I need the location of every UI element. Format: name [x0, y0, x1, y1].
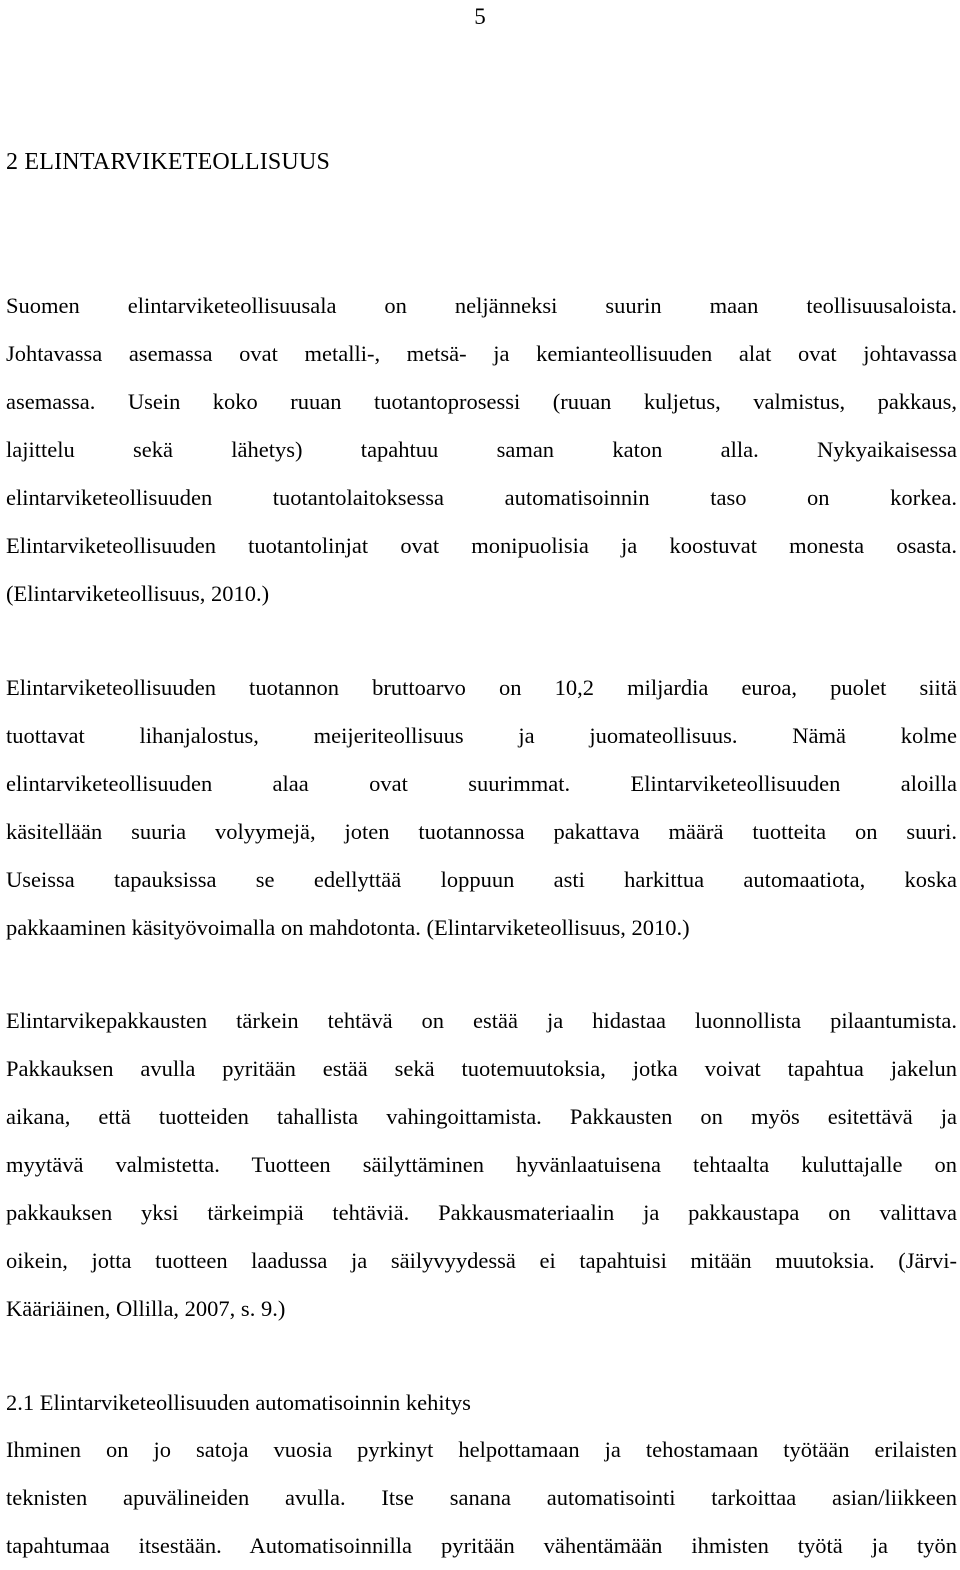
paragraph-line: pakkaaminen käsityövoimalla on mahdotonta. (Elintarviketeollisuus, 2010.) [6, 915, 690, 940]
paragraph-industry-overview [6, 282, 957, 618]
paragraph-automation-history [6, 1426, 957, 1570]
paragraph-line: käsitellään suuria volyymejä, joten tuotannossa pakattava määrä tuotteita on suuri. [6, 819, 957, 844]
paragraph-line: aikana, että tuotteiden tahallista vahingoittamista. Pakkausten on myös esitettävä ja [6, 1104, 957, 1129]
paragraph-packaging [6, 997, 957, 1333]
paragraph-line: Johtavassa asemassa ovat metalli-, metsä- ja kemianteollisuuden alat ovat johtavassa [6, 341, 957, 366]
paragraph-line: Suomen elintarviketeollisuusala on neljänneksi suurin maan teollisuusaloista. [6, 293, 957, 318]
paragraph-line: Kääriäinen, Ollilla, 2007, s. 9.) [6, 1296, 286, 1321]
page-number: 5 [474, 4, 486, 29]
paragraph-line: Useissa tapauksissa se edellyttää loppuun asti harkittua automaatiota, koska [6, 867, 957, 892]
paragraph-line: Pakkauksen avulla pyritään estää sekä tuotemuutoksia, jotka voivat tapahtua jakelun [6, 1056, 957, 1081]
paragraph-line: (Elintarviketeollisuus, 2010.) [6, 581, 270, 606]
paragraph-gross-value [6, 664, 957, 952]
paragraph-line: oikein, jotta tuotteen laadussa ja säilyvyydessä ei tapahtuisi mitään muutoksia. (Järvi- [6, 1248, 957, 1273]
paragraph-line: Elintarviketeollisuuden tuotantolinjat ovat monipuolisia ja koostuvat monesta osasta. [6, 533, 957, 558]
paragraph-line: elintarviketeollisuuden tuotantolaitoksessa automatisoinnin taso on korkea. [6, 485, 957, 510]
paragraph-line: Elintarvikepakkausten tärkein tehtävä on estää ja hidastaa luonnollista pilaantumista. [6, 1008, 957, 1033]
paragraph-line: tuottavat lihanjalostus, meijeriteollisuus ja juomateollisuus. Nämä kolme [6, 723, 957, 748]
paragraph-line: Ihminen on jo satoja vuosia pyrkinyt helpottamaan ja tehostamaan työtään erilaisten [6, 1437, 957, 1462]
paragraph-line: myytävä valmistetta. Tuotteen säilyttäminen hyvänlaatuisena tehtaalta kuluttajalle on [6, 1152, 957, 1177]
section-heading: 2.1 Elintarviketeollisuuden automatisoinnin kehitys [6, 1390, 471, 1415]
paragraph-line: lajittelu sekä lähetys) tapahtuu saman katon alla. Nykyaikaisessa [6, 437, 957, 462]
paragraph-line: teknisten apuvälineiden avulla. Itse sanana automatisointi tarkoittaa asian/liikkeen [6, 1485, 957, 1510]
paragraph-line: asemassa. Usein koko ruuan tuotantoprosessi (ruuan kuljetus, valmistus, pakkaus, [6, 389, 957, 414]
chapter-heading: 2 ELINTARVIKETEOLLISUUS [6, 149, 331, 175]
paragraph-line: tapahtumaa itsestään. Automatisoinnilla pyritään vähentämään ihmisten työtä ja työn [6, 1533, 957, 1558]
paragraph-line: Elintarviketeollisuuden tuotannon bruttoarvo on 10,2 miljardia euroa, puolet siitä [6, 675, 957, 700]
paragraph-line: pakkauksen yksi tärkeimpiä tehtäviä. Pakkausmateriaalin ja pakkaustapa on valittava [6, 1200, 957, 1225]
paragraph-line: elintarviketeollisuuden alaa ovat suurimmat. Elintarviketeollisuuden aloilla [6, 771, 957, 796]
